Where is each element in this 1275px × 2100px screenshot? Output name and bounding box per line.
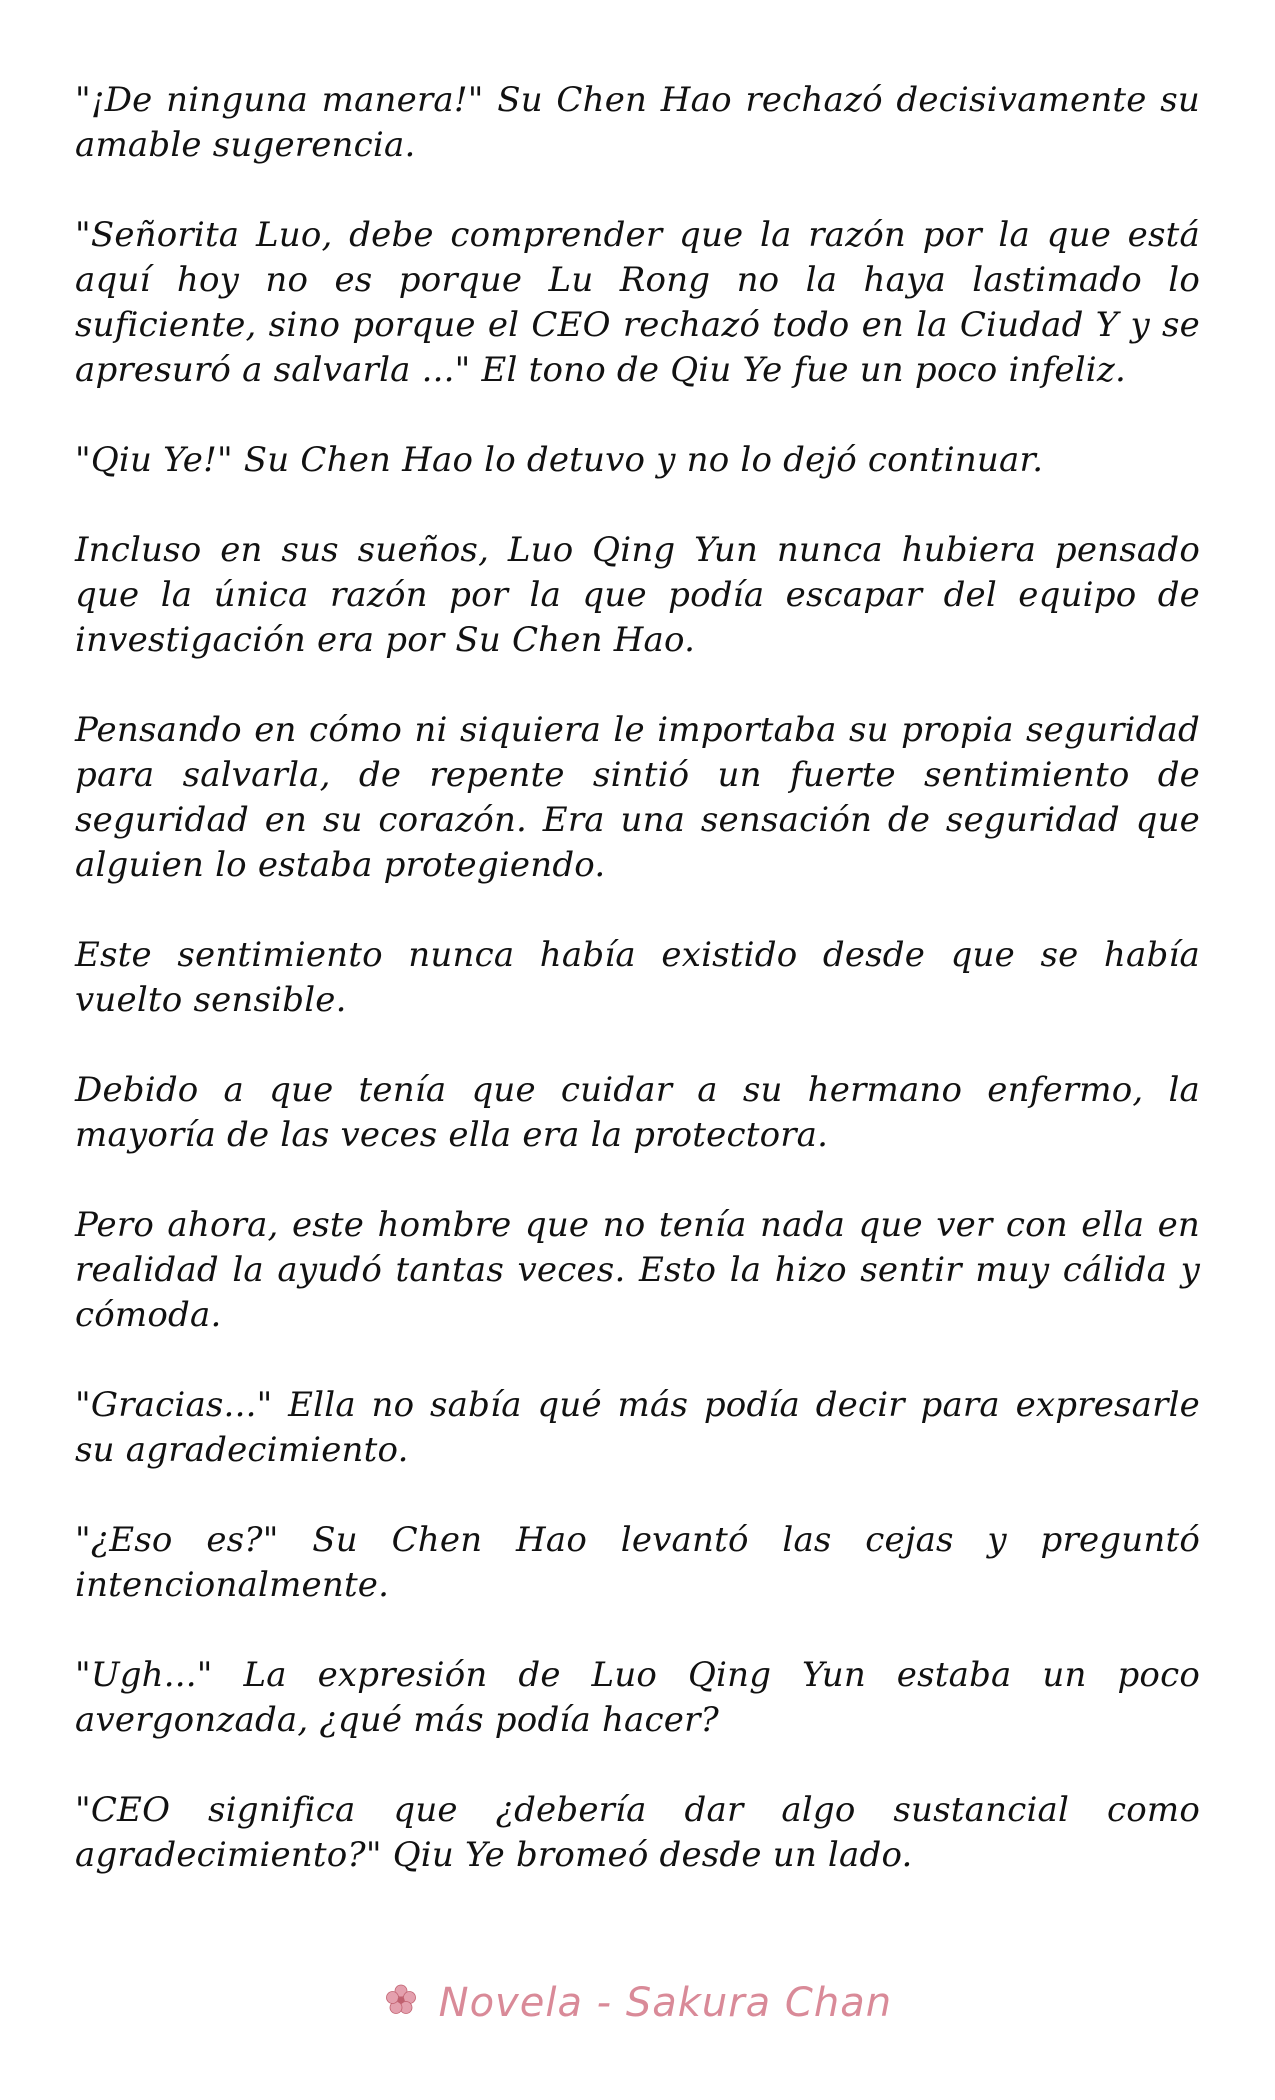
cherry-blossom-icon [383,1982,419,2028]
document-body [75,78,1200,1923]
paragraph-4: Incluso en sus sueños, Luo Qing Yun nunca hubiera pensado que la única razón por la que podía escapar del equipo de investigación era por Su Chen Hao. [75,530,1200,660]
paragraph-9: "Gracias..." Ella no sabía qué más podía decir para expresarle su agradecimiento. [75,1385,1200,1470]
paragraph-12: "CEO significa que ¿debería dar algo sustancial como agradecimiento?" Qiu Ye bromeó desde un lado. [75,1790,1200,1875]
paragraph-5: Pensando en cómo ni siquiera le importaba su propia seguridad para salvarla, de repente sintió un fuerte sentimiento de seguridad en su corazón. Era una sensación de seguridad que alguien lo estaba protegiendo. [75,710,1200,885]
watermark [0,1980,1275,2028]
watermark-text: Novela - Sakura Chan [438,1980,893,2026]
paragraph-1: "¡De ninguna manera!" Su Chen Hao rechazó decisivamente su amable sugerencia. [75,80,1200,165]
paragraph-11: "Ugh..." La expresión de Luo Qing Yun estaba un poco avergonzada, ¿qué más podía hacer? [75,1655,1200,1740]
paragraph-6: Este sentimiento nunca había existido desde que se había vuelto sensible. [75,935,1200,1020]
paragraph-8: Pero ahora, este hombre que no tenía nada que ver con ella en realidad la ayudó tantas veces. Esto la hizo sentir muy cálida y cómoda. [75,1205,1200,1335]
paragraph-3: "Qiu Ye!" Su Chen Hao lo detuvo y no lo dejó continuar. [75,440,1044,480]
paragraph-2: "Señorita Luo, debe comprender que la razón por la que está aquí hoy no es porque Lu Rong no la haya lastimado lo suficiente, sino porque el CEO rechazó todo en la Ciudad Y y se apresuró a salvarla ..." El tono de Qiu Ye fue un poco infeliz. [75,215,1200,390]
paragraph-10: "¿Eso es?" Su Chen Hao levantó las cejas y preguntó intencionalmente. [75,1520,1200,1605]
paragraph-7: Debido a que tenía que cuidar a su hermano enfermo, la mayoría de las veces ella era la protectora. [75,1070,1200,1155]
